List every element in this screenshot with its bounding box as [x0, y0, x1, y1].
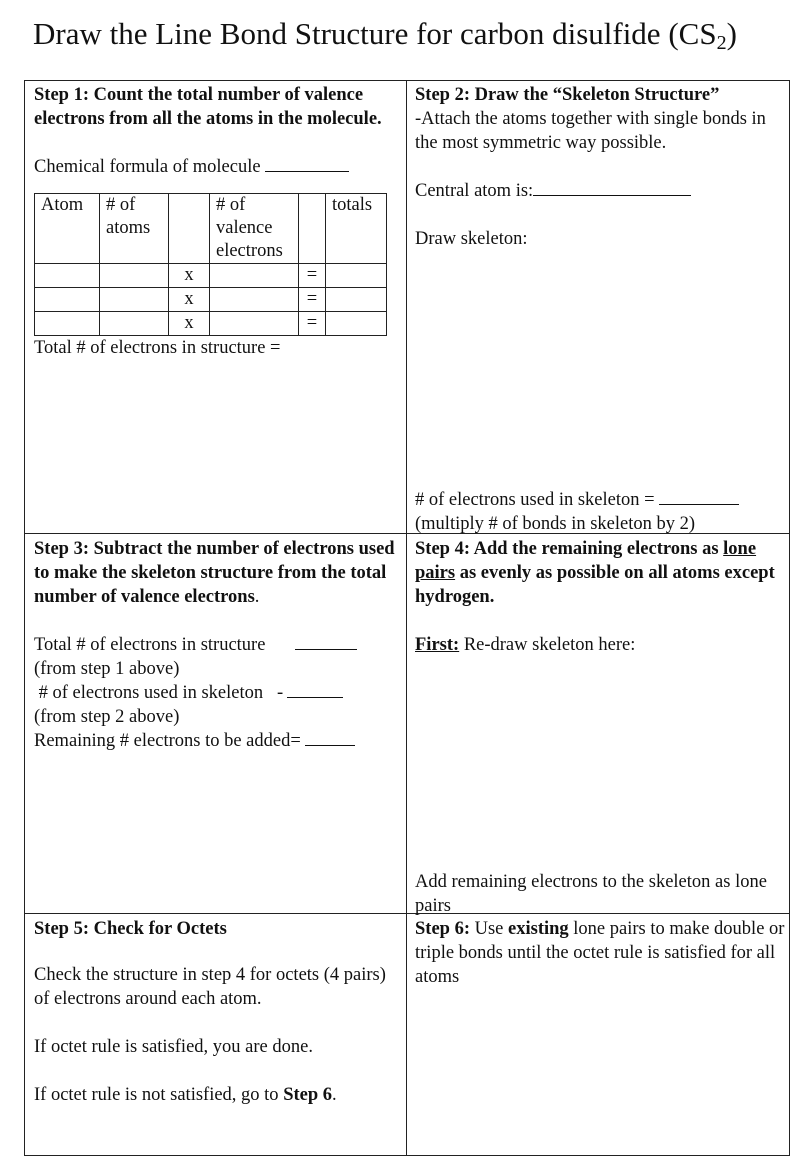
step1-heading: Step 1: Count the total number of valence electrons from all the atoms in the molecule.: [34, 85, 382, 129]
step2-heading: Step 2: Draw the “Skeleton Structure”: [415, 85, 720, 105]
header-num-atoms: # of atoms: [100, 194, 169, 264]
total-blank[interactable]: [295, 633, 357, 650]
step3-used-note: (from step 2 above): [34, 707, 180, 727]
cell-num-atoms[interactable]: [100, 288, 169, 312]
table-row: [35, 312, 387, 336]
step2-used-block: [415, 488, 785, 536]
header-totals: totals: [326, 194, 387, 264]
cell-equals: =: [299, 264, 326, 288]
cell-total[interactable]: [326, 312, 387, 336]
worksheet-grid: [24, 80, 790, 1156]
header-valence: # of valence electrons: [210, 194, 299, 264]
step4-heading: Step 4: Add the remaining electrons as lone pairs as evenly as possible on all atoms except hydrogen.: [415, 539, 775, 607]
cell-num-atoms[interactable]: [100, 264, 169, 288]
step2-text: -Attach the atoms together with single bonds in the most symmetric way possible.: [415, 109, 766, 153]
header-blank: [169, 194, 210, 264]
step5-cell: [34, 917, 404, 1107]
remaining-blank[interactable]: [305, 729, 355, 746]
step5-check-text: Check the structure in step 4 for octets (4 pairs) of electrons around each atom.: [34, 965, 386, 1009]
step2-used-note: (multiply # of bonds in skeleton by 2): [415, 514, 696, 534]
step4-add-text: Add remaining electrons to the skeleton as lone pairs: [415, 872, 767, 916]
used-electrons-blank[interactable]: [659, 488, 739, 505]
step2-draw-label: Draw skeleton:: [415, 229, 528, 249]
step2-used-line: # of electrons used in skeleton =: [415, 488, 785, 512]
column-divider: [406, 81, 407, 1155]
cell-valence[interactable]: [210, 288, 299, 312]
header-atom: Atom: [35, 194, 100, 264]
step6-text: Step 6: Use existing lone pairs to make double or triple bonds until the octet rule is satisfied for all atoms: [415, 919, 785, 987]
step5-heading: Step 5: Check for Octets: [34, 919, 227, 939]
table-header-row: [35, 194, 387, 264]
cell-atom[interactable]: [35, 264, 100, 288]
page-title: Draw the Line Bond Structure for carbon disulfide $(CS_2)$: [33, 16, 737, 54]
step1-cell: [34, 83, 404, 360]
step2-cell: [415, 83, 785, 534]
cell-total[interactable]: [326, 264, 387, 288]
cell-valence[interactable]: [210, 312, 299, 336]
step1-formula-line: Chemical formula of molecule: [34, 155, 404, 179]
step2-central-line: Central atom is:: [415, 179, 785, 203]
valence-table: [34, 193, 387, 336]
cell-valence[interactable]: [210, 264, 299, 288]
step6-cell: [415, 917, 785, 989]
step3-used-line: # of electrons used in skeleton -: [34, 681, 404, 705]
cell-total[interactable]: [326, 288, 387, 312]
cell-atom[interactable]: [35, 312, 100, 336]
step3-cell: [34, 537, 404, 753]
step3-remaining-line: Remaining # electrons to be added=: [34, 729, 404, 753]
cell-atom[interactable]: [35, 288, 100, 312]
used-blank[interactable]: [287, 681, 343, 698]
table-row: [35, 288, 387, 312]
cell-equals: =: [299, 312, 326, 336]
cell-times: x: [169, 288, 210, 312]
step3-heading: Step 3: Subtract the number of electrons used to make the skeleton structure from the total number of valence electrons.: [34, 539, 395, 607]
cell-equals: =: [299, 288, 326, 312]
step5-satisfied-text: If octet rule is satisfied, you are done.: [34, 1037, 313, 1057]
step3-total-line: Total # of electrons in structure: [34, 633, 404, 657]
step4-cell: [415, 537, 785, 916]
cell-times: x: [169, 264, 210, 288]
step3-total-note: (from step 1 above): [34, 659, 180, 679]
table-row: [35, 264, 387, 288]
step1-total-label: Total # of electrons in structure =: [34, 338, 281, 358]
header-blank: [299, 194, 326, 264]
step5-not-satisfied-text: If octet rule is not satisfied, go to Step 6.: [34, 1085, 337, 1105]
central-atom-blank[interactable]: [533, 179, 691, 196]
cell-times: x: [169, 312, 210, 336]
cell-num-atoms[interactable]: [100, 312, 169, 336]
formula-blank[interactable]: [265, 155, 349, 172]
step4-first-line: First: Re-draw skeleton here:: [415, 635, 636, 655]
